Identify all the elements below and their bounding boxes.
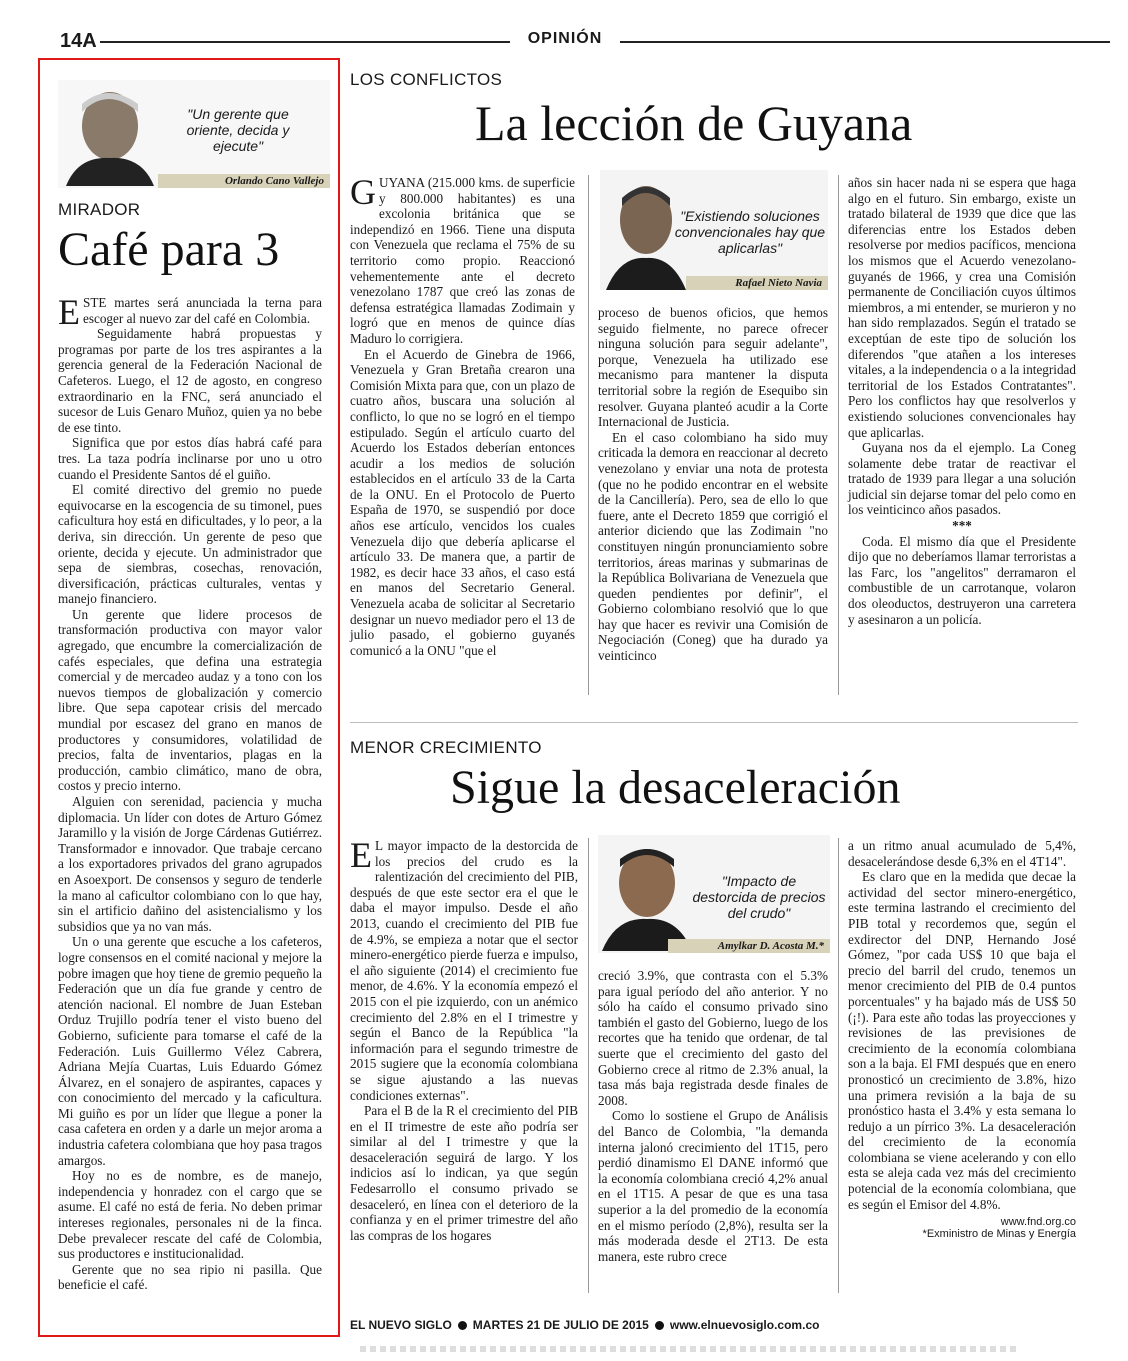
paragraph: Un gerente que lidere procesos de transformación productiva con mayor valor agregado, que encumbre la comercialización de cafés especiales, que defina una estrategia comercial y de mercadeo audaz y a tono con los nuevos tiempos de globalización y comercio libre. Que sepa capotear crisis del mercado mundial por escasez del grano en manos de productores y consumidores, volatilidad de precios, falta de inventarios, plagas en la producción, cambio climático, mano de obra, costos y precio interno. [58,606,322,794]
guyana-col-3 [848,175,1076,627]
section-title: OPINIÓN [510,30,620,48]
paragraph: Para el B de la R el crecimiento del PIB en el II trimestre de este año podría ser similar al del I trimestre y que la desaceleración seguirá de largo. Y los indicios así lo indican, ya que según Fedesarrollo el consumo privado se desaceleró, en línea con el deterioro de la confianza y en el primer trimestre del año las compras de los hogares [350,1103,578,1243]
page-number: 14A [60,30,97,52]
mirador-body [58,292,322,1293]
section-divider [350,722,1078,723]
paragraph: Es claro que en la medida que decae la actividad del sector minero-energético, este termina lastrando el crecimiento del PIB total y recordemos que, según el exdirector del DNP, Hernando José Gómez, "por cada US$ 10 que baja el precio del barril del crudo, tenemos un menor crecimiento del PIB de 0.4 puntos porcentuales" y ha bajado más de US$ 50 (¡!). Para este año todas las proyecciones y revisiones de las previsiones de crecimiento de la economía colombiana son a la baja. El FMI después que en enero pronosticó un crecimiento de 3.8%, hizo una primera revisión a la baja de su pronóstico hasta el 3.4% y esta semana lo redujo a un pírrico 3%. La desaceleración del crecimiento de la economía colombiana se viene acelerando y con ello esta se aleja cada vez más del crecimiento potencial de la economía colombiana, que es según el Emisor del 4.8%. [848,869,1076,1212]
paragraph: años sin hacer nada ni se espera que haga algo en el futuro. Sin embargo, existe un tratado bilateral de 1939 que dice que las diferencias entre los Estados deben resolverse por medios pacíficos, menciona los mismos que el Acuerdo venezolano-guyanés de 1966, y crea una Comisión permanente de Conciliación cuyos últimos miembros, a mi entender, se murieron y no han sido remplazados. Según el tratado se exceptúan de este tipo de solución los diferendos "que atañen a los intereses vitales, a la independencia o a la integridad territorial de los Estados Contratantes". Pero los conflictos hay que resolverlos y existiendo soluciones convencionales hay que aplicarlas. [848,175,1076,440]
mirador-portrait [58,80,330,188]
paragraph: El comité directivo del gremio no puede equivocarse en la escogencia de su timonel, pues caficultura hoy está en dificultades, y lo peor, a la deriva, sin dirección. Un gerente de peso que oriente, decida y ejecute. Un administrador que sepa de siembras, cosechas, renovación, diversificación, prácticas culturales, ventas y manejo financiero. [58,482,322,607]
paragraph: proceso de buenos oficios, que hemos seguido fielmente, no parece ofrecer ninguna solución para seguir adelante", porque, Venezuela ha utilizado ese mecanismo para mantener la disputa territorial sobre la región de Esequibo sin resolver. Guyana planteó acudir a la Corte Internacional de Justicia. [598,305,828,430]
website: www.fnd.org.co [1000,1216,1076,1229]
footnote: *Exministro de Minas y Energía [922,1228,1076,1241]
paragraph: En el Acuerdo de Ginebra de 1966, Venezuela y Gran Bretaña crearon una Comisión Mixta para que, con un plazo de cuatro años, buscara una solución al conflicto, lo que no se logró en el tiempo estipulado. Según el artículo cuarto del Acuerdo los Estados deberían entonces acudir a los medios de solución establecidos en el artículo 33 de la Carta de la ONU. En el Protocolo de Puerto España de 1970, se suspendió por doce años ese artículo, vencidos los cuales Venezuela dijo que debería aplicarse el artículo 33. De manera que, a partir de 1982, es decir hace 33 años, el caso está en manos del Secretario General. Venezuela acaba de solicitar al Secretario designar un nuevo mediador pero el 13 de julio pasado, el gobierno guyanés comunicó a la ONU "que el [350,346,575,658]
column-divider [588,175,589,695]
mirador-title: Café para 3 [58,223,280,276]
desaceleracion-byline: Amylkar D. Acosta M.* [668,939,830,953]
drop-cap: G [350,172,376,212]
paragraph: En el caso colombiano ha sido muy criticada la demora en reaccionar al decreto venezolano y enviar una nota de protesta (que no he podido encontrar en el website de la Cancillería). Pero, sea de ello lo que fuere, ante el Decreto 1859 que corrigió el anterior diciendo que las Zodimain "no constituyen ningún pronunciamiento sobre territorios, áreas marinas y submarinas de la República Bolivariana de Venezuela que queden pendientes por definir", el Gobierno colombiano resolvió que lo que hay que hacer es revivir una Comisión de Negociación (Coneg) que ha durado ya veinticinco [598,429,828,664]
guyana-portrait [600,170,828,290]
paragraph: Gerente que no sea ripio ni pasilla. Que beneficie el café. [58,1261,322,1293]
drop-cap: E [350,835,372,875]
page-footer [350,1318,819,1332]
guyana-col-2 [598,305,828,664]
desaceleracion-col-1 [350,835,578,1243]
column-divider [838,175,839,695]
desaceleracion-kicker: MENOR CRECIMIENTO [350,738,542,757]
mirador-quote: "Un gerente que oriente, decida y ejecute" [186,106,290,154]
paragraph: Como lo sostiene el Grupo de Análisis del Banco de Colombia, "la demanda interna jalonó crecimiento del 1T15, pero perdió dinamismo El DANE informó que la economía colombiana creció 4,2% anual en el 1T15. A pesar de que es una tasa superior a la del promedio de la economía en el mismo período (2,8%), resulta ser la más moderada desde el 2T13. De esta manera, este rubro crece [598,1108,828,1264]
paragraph: Significa que por estos días habrá café para tres. La taza podría inclinarse por uno u otro cuando el Presidente Santos dé el guiño. [58,435,322,482]
mirador-kicker: MIRADOR [58,200,141,219]
guyana-col-1 [350,172,575,658]
portrait-icon [602,837,692,951]
guyana-quote: "Existiendo soluciones convencionales hay que aplicarlas" [674,208,826,256]
footer-date: MARTES 21 DE JULIO DE 2015 [472,1318,649,1332]
desaceleracion-col-3 [848,838,1076,1240]
paragraph: Guyana nos da el ejemplo. La Coneg solamente debe tratar de reactivar el tratado de 1939 para llegar a una solución judicial sin dejarse tomar del pelo como en los veinticinco años pasados. [848,440,1076,518]
paragraph: Hoy no es de nombre, es de manejo, independencia y honradez con el cargo que se asume. El café no está de feria. No deben primar intereses regionales, personales ni de la finca. Debe prevalecer rescate del café de Colombia, sus productores e institucionalidad. [58,1168,322,1262]
desaceleracion-portrait [598,835,830,953]
paragraph: Un o una gerente que escuche a los cafeteros, logre consensos en el comité nacional y mejore la pobre imagen que hoy tiene de gremio pequeño la Federación que un día fue grande y centro de atención nacional. El nombre de Juan Esteban Orduz Trujillo podría tener el visto bueno del Gobierno, suficiente para tomarse el café de la Federación. Luis Guillermo Vélez Cabrera, Adriana Mejía Cuartas, Luis Eduardo Gómez Álvarez, en el sonajero de aspirantes, capaces y con conocimiento del mercado y la caficultura. Mi guiño es por un líder que llegue a poner la casa cafetera en orden y a darle un mejor aroma a industria cafetera colombiana que hoy pasa tragos amargos. [58,934,322,1168]
bullet-icon [458,1321,467,1330]
separator: *** [952,518,972,534]
paragraph: creció 3.9%, que contrasta con el 5.3% para igual período del año anterior. Y no sólo ha caído el consumo privado sino también el gasto del Gobierno, luego de los recortes que ha tenido que ordenar, de tal suerte que el crecimiento del gasto del Gobierno crece al ritmo de 2.3% anual, la tasa más baja registrada desde finales de 2008. [598,968,828,1108]
drop-cap: E [58,292,80,332]
mirador-byline: Orlando Cano Vallejo [158,174,330,188]
guyana-title: La lección de Guyana [475,95,913,151]
column-divider [588,838,589,1293]
paragraph: Alguien con serenidad, paciencia y mucha diplomacia. Un líder con dotes de Arturo Gómez Jaramillo y la visión de Jorge Cárdenas Gutiérrez. Transformador e innovador. Que trabaje cercano a los exportadores privados del grano agrupados en Asoexport. De consensos y seguro de tenderle la mano al caficultor colombiano con lo que hay, sin el artificio dañino del asistencialismo y los subsidios que ya no van más. [58,794,322,934]
paragraph: L mayor impacto de la destorcida de los precios del crudo es la ralentización del crecimiento del PIB, después de que este sector era el que le daba el mayor impulso. Desde el año 2013, cuando el crecimiento del PIB fue de 4.9%, se empieza a notar que el sector minero-energético pierde fuerza e impulso, el año siguiente (2014) el crecimiento fue menor, de 4.6%. Y la economía empezó el 2015 con el pie izquierdo, con un anémico crecimiento del 2.8% en el I trimestre y según el Banco de la República "la información para el segundo trimestre de 2015 sugiere que la economía colombiana se sigue ajustando a las nuevas condiciones externas". [350,838,578,1103]
desaceleracion-col-2 [598,968,828,1264]
guyana-byline: Rafael Nieto Navia [686,276,828,290]
guyana-kicker: LOS CONFLICTOS [350,70,503,89]
paragraph: Coda. El mismo día que el Presidente dijo que no deberíamos llamar terroristas a las Farc, los "angelitos" derramaron el combustible de un carrotanque, volaron dos oleoductos, destruyeron una carretera y asesinaron a un policía. [848,533,1076,627]
desaceleracion-quote: "Impacto de destorcida de precios del crudo" [692,873,826,921]
paragraph: UYANA (215.000 kms. de superficie y 800.000 habitantes) es una excolonia británica que se independizó en 1966. Tiene una disputa con Venezuela que reclama el 75% de su territorio como propio. Reaccionó vehementemente ante el decreto venezolano 1787 que creó las zonas de defensa estratégica llamadas Zodimain y logró que en menos de quince días Maduro lo corrigiera. [350,175,575,346]
desaceleracion-title: Sigue la desaceleración [450,761,901,814]
newspaper-name: EL NUEVO SIGLO [350,1318,452,1332]
bullet-icon [655,1321,664,1330]
scan-noise [360,1346,1020,1352]
paragraph: STE martes será anunciada la terna para escoger al nuevo zar del café en Colombia. [83,295,322,326]
footer-url: www.elnuevosiglo.com.co [669,1318,820,1332]
paragraph: a un ritmo anual acumulado de 5,4%, desacelerándose desde 6,3% en el 4T14". [848,838,1076,869]
column-divider [838,838,839,1293]
paragraph: Seguidamente habrá propuestas y programas por parte de los tres aspirantes a la gerencia general de la Federación Nacional de Cafeteros. Luego, el 12 de agosto, en congreso extraordinario en la FNC, será anunciado el sucesor de Luis Genaro Muñoz, quien ya no bebe de ese tinto. [58,326,322,435]
portrait-icon [58,82,158,186]
